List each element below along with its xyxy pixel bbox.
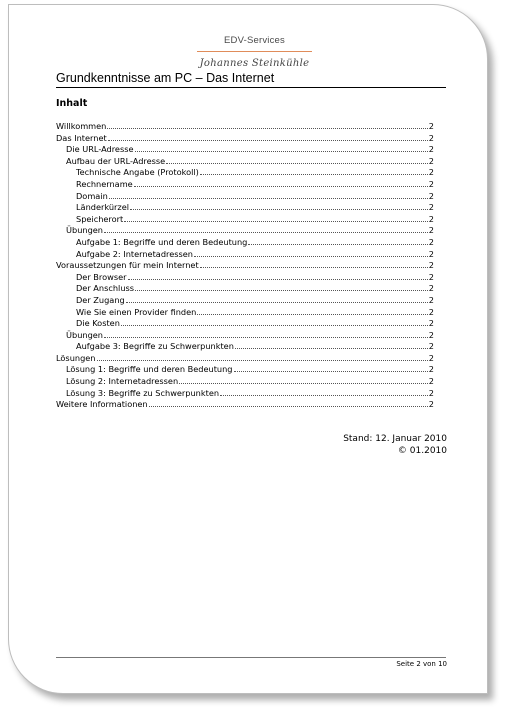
- toc-entry-label: Rechnername: [76, 178, 133, 189]
- toc-entry-page: 2: [428, 376, 434, 387]
- toc-entry-page: 2: [428, 155, 434, 166]
- toc-entry-label: Domain: [76, 190, 108, 201]
- toc-entry[interactable]: [56, 376, 434, 388]
- toc-entry[interactable]: [56, 364, 434, 376]
- toc-entry-page: 2: [428, 271, 434, 282]
- toc-entry-label: Der Anschluss: [76, 283, 135, 294]
- company-logo: [197, 35, 312, 69]
- toc-entry-label: Die Kosten: [76, 318, 120, 329]
- toc-entry[interactable]: [56, 249, 434, 261]
- toc-dot-leader: [107, 127, 427, 129]
- toc-entry-label: Der Browser: [76, 271, 127, 282]
- toc-heading: Inhalt: [56, 98, 88, 109]
- toc-entry[interactable]: [56, 191, 434, 203]
- toc-entry-page: 2: [428, 318, 434, 329]
- toc-entry-label: Aufgabe 2: Internetadressen: [76, 248, 193, 259]
- toc-dot-leader: [197, 313, 427, 315]
- toc-entry-label: Übungen: [66, 329, 103, 340]
- toc-entry-label: Das Internet: [56, 132, 107, 143]
- toc-entry[interactable]: [56, 214, 434, 226]
- toc-entry-label: Aufgabe 1: Begriffe und deren Bedeutung: [76, 236, 248, 247]
- toc-entry-page: 2: [428, 225, 434, 236]
- status-copyright: © 01.2010: [397, 446, 447, 456]
- toc-dot-leader: [149, 405, 428, 407]
- toc-entry[interactable]: [56, 353, 434, 365]
- toc-dot-leader: [104, 336, 428, 338]
- toc-entry-label: Lösung 3: Begriffe zu Schwerpunkten: [66, 387, 220, 398]
- toc-entry-page: 2: [428, 352, 434, 363]
- toc-dot-leader: [124, 220, 428, 222]
- toc-entry[interactable]: [56, 202, 434, 214]
- toc-entry-page: 2: [428, 387, 434, 398]
- toc-entry[interactable]: [56, 225, 434, 237]
- page-number: Seite 2 von 10: [396, 660, 447, 668]
- toc-entry[interactable]: [56, 399, 434, 411]
- toc-entry-page: 2: [428, 283, 434, 294]
- toc-entry[interactable]: [56, 144, 434, 156]
- toc-entry-page: 2: [428, 399, 434, 410]
- status-date: Stand: 12. Januar 2010: [343, 434, 447, 444]
- toc-entry-label: Weitere Informationen: [56, 399, 148, 410]
- toc-dot-leader: [179, 382, 428, 384]
- toc-dot-leader: [135, 289, 428, 291]
- toc-entry-page: 2: [428, 248, 434, 259]
- toc-dot-leader: [104, 231, 428, 233]
- toc-dot-leader: [135, 150, 428, 152]
- toc-entry[interactable]: [56, 121, 434, 133]
- toc-entry-label: Der Zugang: [76, 294, 125, 305]
- document-status: [343, 433, 447, 457]
- toc-entry-page: 2: [428, 236, 434, 247]
- toc-entry-page: 2: [428, 190, 434, 201]
- toc-dot-leader: [108, 139, 428, 141]
- logo-company-name: EDV-Services: [223, 35, 285, 46]
- toc-entry-label: Speicherort: [76, 213, 124, 224]
- toc-dot-leader: [126, 301, 428, 303]
- toc-entry-page: 2: [428, 132, 434, 143]
- toc-entry-label: Lösungen: [56, 352, 96, 363]
- toc-dot-leader: [235, 347, 428, 349]
- toc-dot-leader: [97, 359, 428, 361]
- toc-entry-label: Wie Sie einen Provider finden: [76, 306, 197, 317]
- toc-entry-page: 2: [428, 121, 434, 131]
- toc-entry-label: Aufbau der URL-Adresse: [66, 155, 166, 166]
- toc-entry-label: Lösung 1: Begriffe und deren Bedeutung: [66, 364, 233, 375]
- toc-entry-page: 2: [428, 144, 434, 155]
- toc-entry-label: Lösung 2: Internetadressen: [66, 376, 179, 387]
- toc-entry-label: Technische Angabe (Protokoll): [76, 167, 199, 178]
- toc-dot-leader: [248, 243, 427, 245]
- footer-divider: [56, 657, 446, 658]
- toc-entry[interactable]: [56, 260, 434, 272]
- toc-dot-leader: [121, 324, 428, 326]
- toc-entry[interactable]: [56, 167, 434, 179]
- toc-entry[interactable]: [56, 307, 434, 319]
- document-title: Grundkenntnisse am PC – Das Internet: [56, 71, 446, 88]
- toc-entry[interactable]: [56, 341, 434, 353]
- toc-dot-leader: [130, 208, 428, 210]
- toc-entry-page: 2: [428, 329, 434, 340]
- toc-entry-page: 2: [428, 202, 434, 213]
- toc-entry-label: Übungen: [66, 225, 103, 236]
- toc-dot-leader: [194, 255, 428, 257]
- logo-signature: Johannes Steinkühle: [199, 58, 310, 69]
- toc-entry[interactable]: [56, 318, 434, 330]
- toc-dot-leader: [109, 197, 428, 199]
- toc-entry[interactable]: [56, 295, 434, 307]
- toc-dot-leader: [234, 370, 428, 372]
- toc-entry[interactable]: [56, 283, 434, 295]
- toc-dot-leader: [134, 185, 428, 187]
- toc-entry[interactable]: [56, 330, 434, 342]
- toc-entry-page: 2: [428, 213, 434, 224]
- toc-entry[interactable]: [56, 133, 434, 145]
- table-of-contents: [56, 121, 434, 411]
- toc-entry-label: Länderkürzel: [76, 202, 130, 213]
- toc-entry[interactable]: [56, 179, 434, 191]
- toc-dot-leader: [200, 173, 428, 175]
- toc-entry[interactable]: [56, 156, 434, 168]
- toc-dot-leader: [200, 266, 428, 268]
- toc-entry[interactable]: [56, 237, 434, 249]
- toc-entry-page: 2: [428, 167, 434, 178]
- toc-entry-label: Voraussetzungen für mein Internet: [56, 260, 199, 271]
- toc-entry-page: 2: [428, 260, 434, 271]
- toc-dot-leader: [220, 394, 428, 396]
- toc-entry-page: 2: [428, 294, 434, 305]
- toc-entry-page: 2: [428, 306, 434, 317]
- toc-entry[interactable]: [56, 272, 434, 284]
- toc-dot-leader: [166, 162, 428, 164]
- toc-entry-page: 2: [428, 341, 434, 352]
- toc-entry-label: Die URL-Adresse: [66, 144, 134, 155]
- toc-entry-label: Willkommen: [56, 121, 107, 131]
- logo-divider: [197, 51, 312, 52]
- toc-entry-page: 2: [428, 178, 434, 189]
- toc-dot-leader: [128, 278, 428, 280]
- toc-entry-label: Aufgabe 3: Begriffe zu Schwerpunkten: [76, 341, 234, 352]
- toc-entry[interactable]: [56, 388, 434, 400]
- toc-entry-page: 2: [428, 364, 434, 375]
